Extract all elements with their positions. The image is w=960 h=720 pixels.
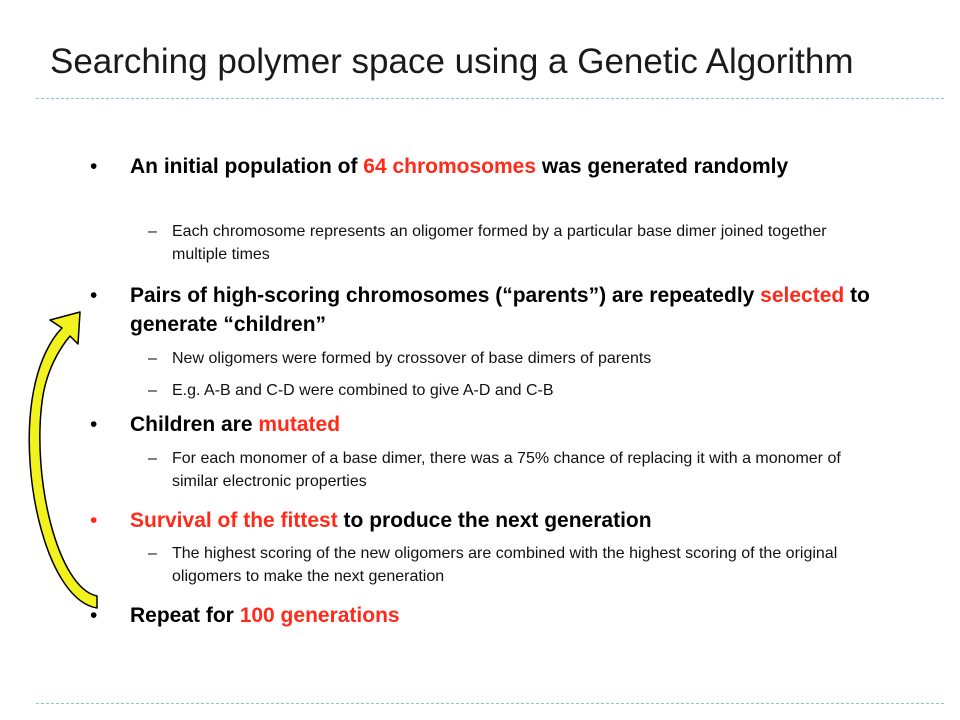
text-run: Children are — [130, 413, 259, 436]
sub-bullet-text: E.g. A-B and C-D were combined to give A-D and C-B — [172, 382, 554, 399]
cycle-arrow-shape — [29, 312, 97, 608]
sub-bullet-dash: – — [148, 223, 157, 240]
sub-bullet-text: The highest scoring of the new oligomers are combined with the highest scoring of the original oligomers to make the next generation — [172, 545, 838, 585]
bullet-dot: • — [90, 284, 98, 307]
text-run: Pairs of high-scoring chromosomes (“parents”) are repeatedly — [130, 284, 761, 307]
sub-bullet-dash: – — [148, 350, 157, 367]
bullet-4-text — [130, 506, 870, 535]
bullet-1-text — [130, 152, 870, 181]
sub-bullet-text: Each chromosome represents an oligomer formed by a particular base dimer joined together multiple times — [172, 223, 827, 263]
text-run: to generate “children” — [130, 284, 870, 336]
highlight-run: Survival of the fittest — [130, 509, 338, 532]
bullet-2-text — [130, 281, 870, 339]
bullet-dot: • — [90, 509, 98, 532]
highlight-run: 100 generations — [239, 604, 400, 627]
text-run: was generated randomly — [536, 155, 789, 178]
sub-bullet-dash: – — [148, 382, 157, 399]
text-run: An initial population of — [130, 155, 364, 178]
bottom-divider — [36, 703, 944, 704]
bullet-dot: • — [90, 413, 98, 436]
highlight-run: selected — [760, 284, 845, 307]
slide-title: Searching polymer space using a Genetic Algorithm — [50, 42, 854, 81]
bullet-dot: • — [90, 604, 98, 627]
text-run: Repeat for — [130, 604, 240, 627]
bullet-5-text — [130, 601, 870, 630]
sub-bullet-text: For each monomer of a base dimer, there was a 75% chance of replacing it with a monomer of similar electronic properties — [172, 450, 841, 490]
sub-bullet-text: New oligomers were formed by crossover of base dimers of parents — [172, 350, 652, 367]
bullet-dot: • — [90, 155, 98, 178]
sub-bullet-dash: – — [148, 450, 157, 467]
bullet-3-text — [130, 410, 870, 439]
highlight-run: mutated — [258, 413, 341, 436]
sub-bullet-dash: – — [148, 545, 157, 562]
highlight-run: 64 chromosomes — [363, 155, 537, 178]
text-run: to produce the next generation — [337, 509, 652, 532]
